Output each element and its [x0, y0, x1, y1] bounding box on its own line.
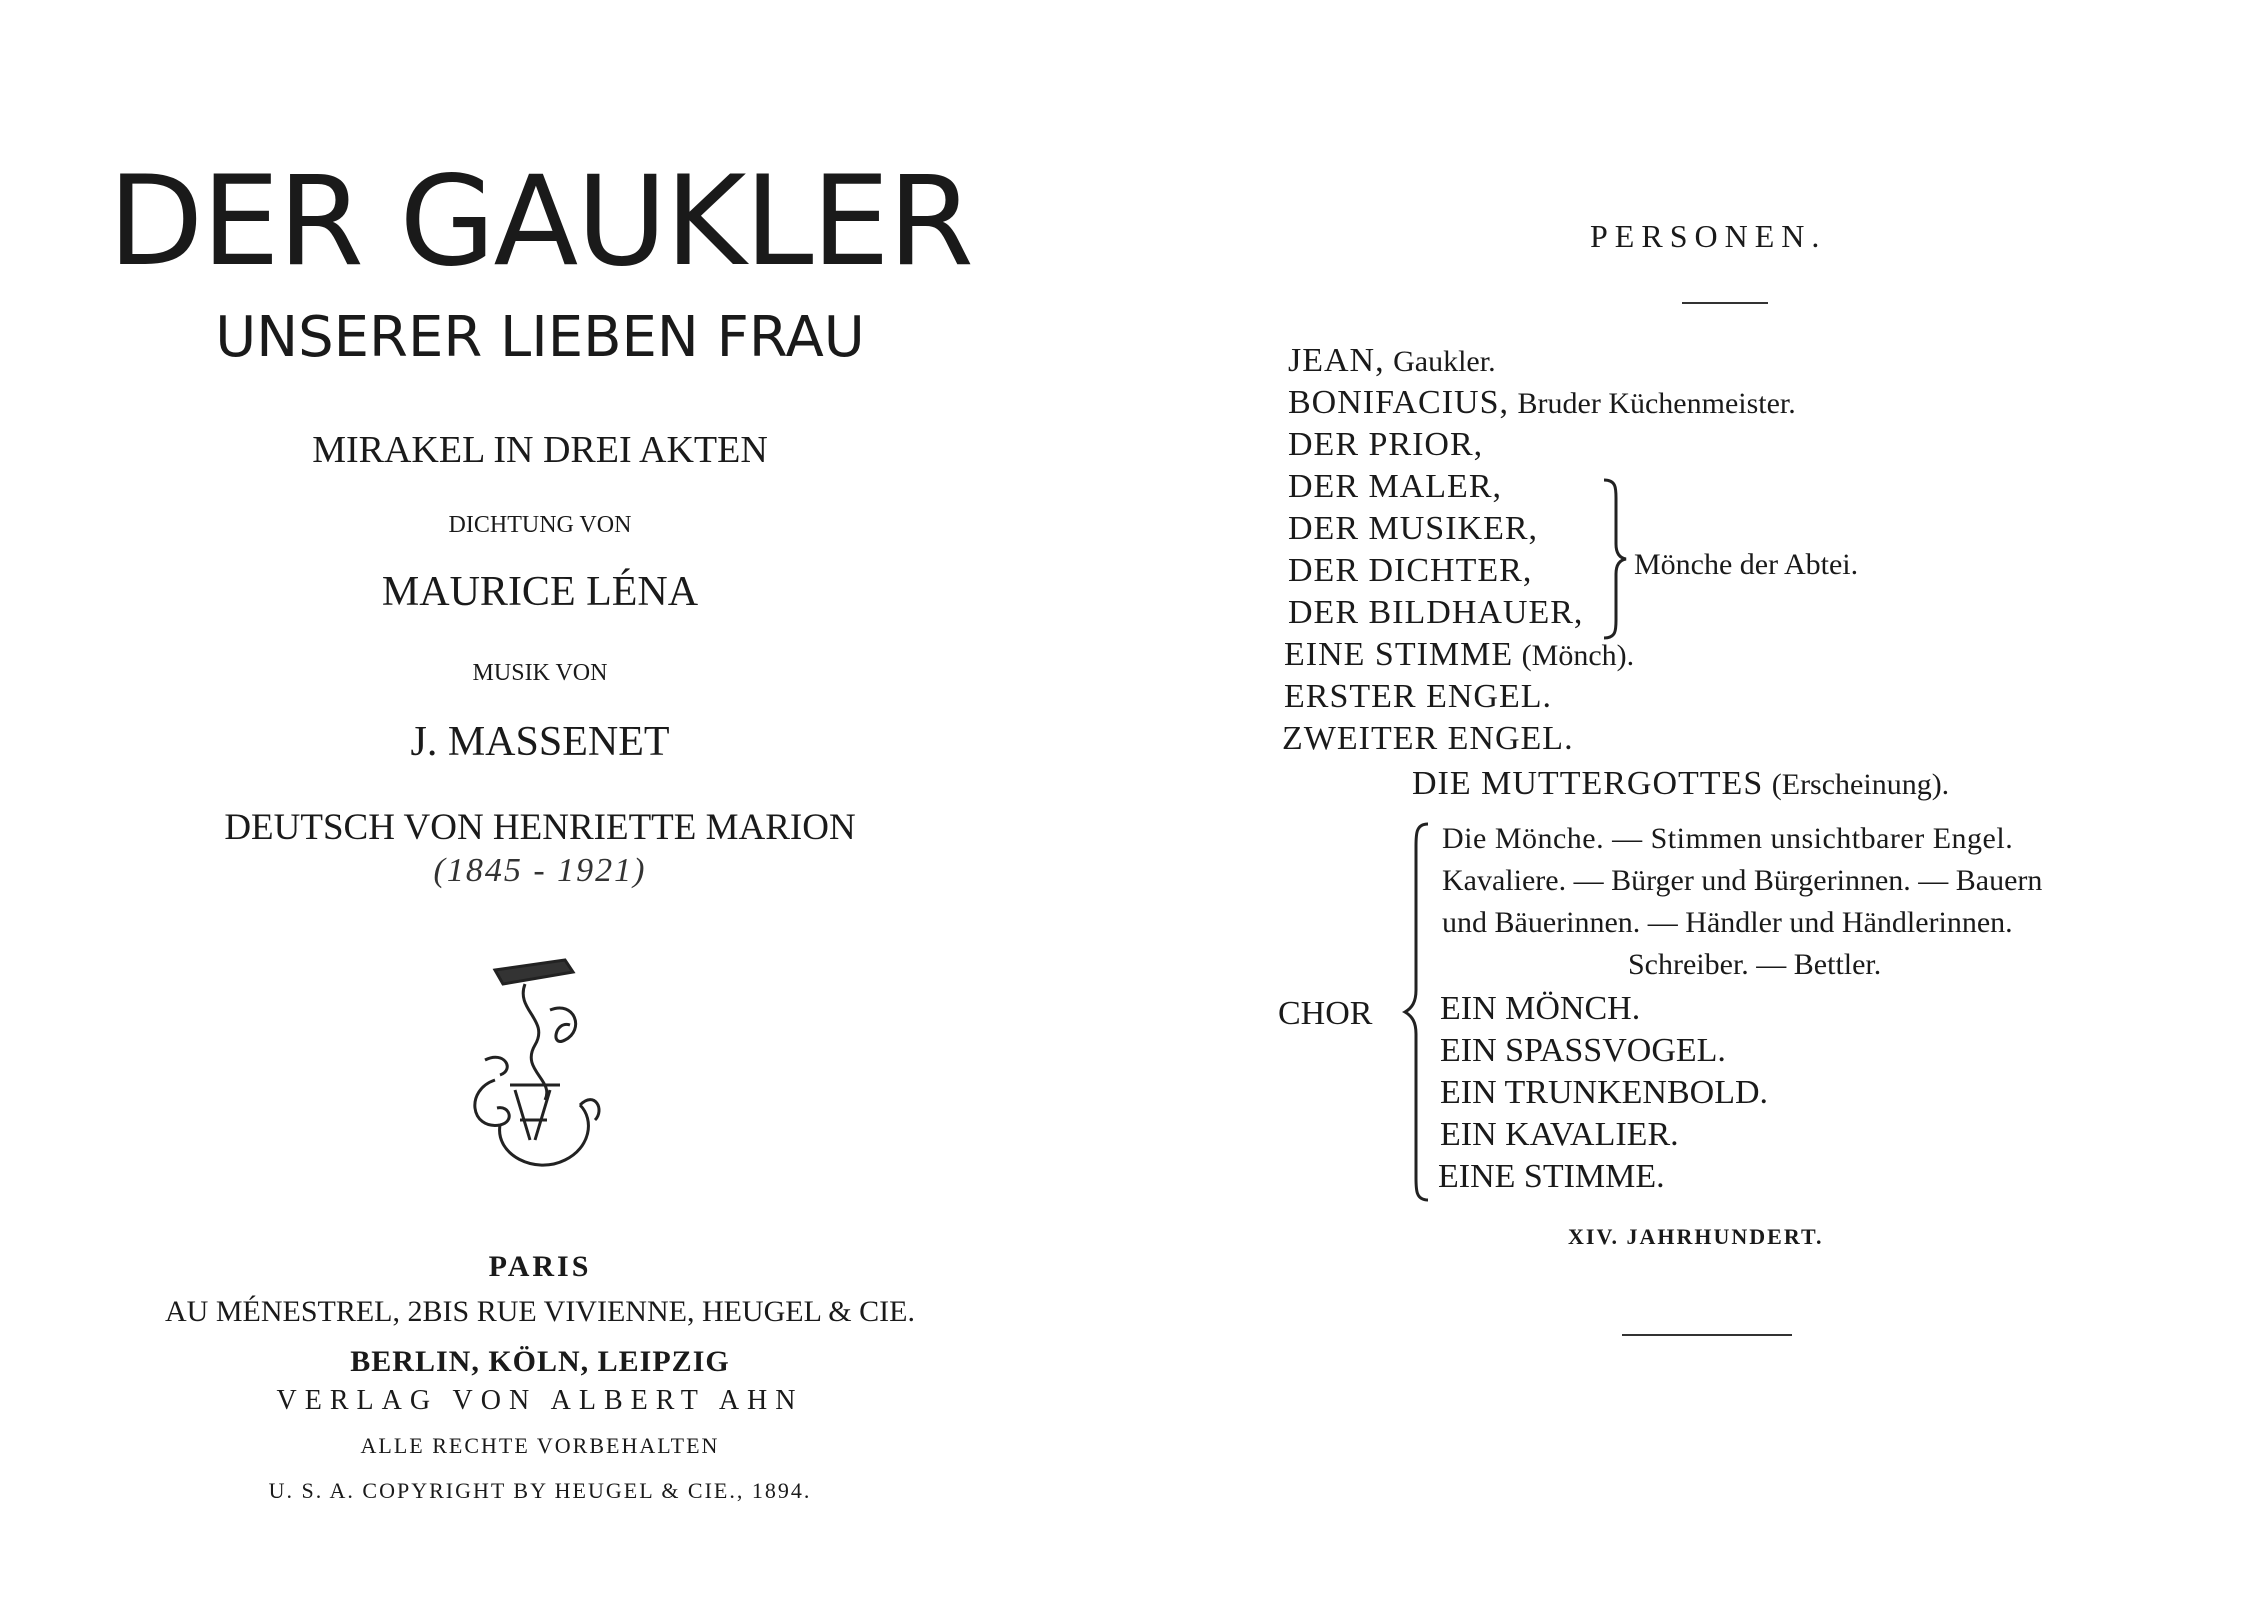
- chor-stimme: EINE STIMME.: [1438, 1158, 1665, 1195]
- role-erster-engel: ERSTER ENGEL.: [1284, 678, 1552, 715]
- role-bildhauer: DER BILDHAUER,: [1288, 594, 1584, 631]
- dichtung-label: DICHTUNG VON: [448, 512, 632, 538]
- rights-notice: ALLE RECHTE VORBEHALTEN: [360, 1433, 720, 1458]
- chor-ein-moench: EIN MÖNCH.: [1440, 990, 1641, 1027]
- composer-name: J. MASSENET: [410, 719, 670, 765]
- role-prior: DER PRIOR,: [1288, 426, 1484, 463]
- bottom-divider: [1622, 1334, 1792, 1336]
- heading-divider: [1682, 302, 1768, 304]
- imprint-city-paris: PARIS: [488, 1250, 592, 1283]
- role-bonifacius: BONIFACIUS, Bruder Küchenmeister.: [1288, 384, 1796, 421]
- role-stimme: EINE STIMME (Mönch).: [1284, 636, 1635, 673]
- librettist-name: MAURICE LÉNA: [381, 569, 699, 615]
- imprint-city-berlin: BERLIN, KÖLN, LEIPZIG: [350, 1345, 730, 1378]
- chor-line-1: Die Mönche. — Stimmen unsichtbarer Engel.: [1442, 822, 2014, 855]
- personen-heading: PERSONEN.: [1590, 218, 1827, 254]
- chor-line-4: Schreiber. — Bettler.: [1628, 948, 1882, 981]
- book-title: DER GAUKLER: [108, 150, 972, 294]
- chor-line-2: Kavaliere. — Bürger und Bürgerinnen. — Bauern: [1442, 864, 2043, 897]
- imprint-publisher-paris: AU MÉNESTREL, 2BIS RUE VIVIENNE, HEUGEL & CIE.: [165, 1295, 915, 1328]
- role-zweiter-engel: ZWEITER ENGEL.: [1282, 720, 1574, 757]
- book-subtitle: UNSERER LIEBEN FRAU: [215, 305, 865, 370]
- chor-line-3: und Bäuerinnen. — Händler und Händlerinnen.: [1442, 906, 2013, 939]
- chor-kavalier: EIN KAVALIER.: [1440, 1116, 1679, 1153]
- musik-label: MUSIK VON: [472, 660, 608, 686]
- chor-label: CHOR: [1278, 995, 1373, 1032]
- role-jean: JEAN, Gaukler.: [1288, 342, 1496, 379]
- period-line: XIV. JAHRHUNDERT.: [1568, 1224, 1824, 1249]
- monks-brace-icon: [1600, 478, 1630, 640]
- monks-group-label: Mönche der Abtei.: [1634, 548, 1859, 581]
- imprint-publisher-berlin: VERLAG VON ALBERT AHN: [276, 1385, 804, 1416]
- chor-brace-icon: [1402, 822, 1432, 1202]
- role-dichter: DER DICHTER,: [1288, 552, 1533, 589]
- translator-line: DEUTSCH VON HENRIETTE MARION: [224, 807, 856, 848]
- copyright-notice: U. S. A. COPYRIGHT BY HEUGEL & CIE., 1894.: [268, 1478, 812, 1503]
- chor-trunkenbold: EIN TRUNKENBOLD.: [1440, 1074, 1769, 1111]
- role-maler: DER MALER,: [1288, 468, 1502, 505]
- handwritten-dates-note: (1845 - 1921): [433, 852, 647, 889]
- role-musiker: DER MUSIKER,: [1288, 510, 1539, 547]
- au-menestrel-ornament-icon: [455, 940, 615, 1180]
- chor-spassvogel: EIN SPASSVOGEL.: [1440, 1032, 1726, 1069]
- role-muttergottes: DIE MUTTERGOTTES (Erscheinung).: [1412, 765, 1950, 802]
- genre-line: MIRAKEL IN DREI AKTEN: [312, 429, 768, 471]
